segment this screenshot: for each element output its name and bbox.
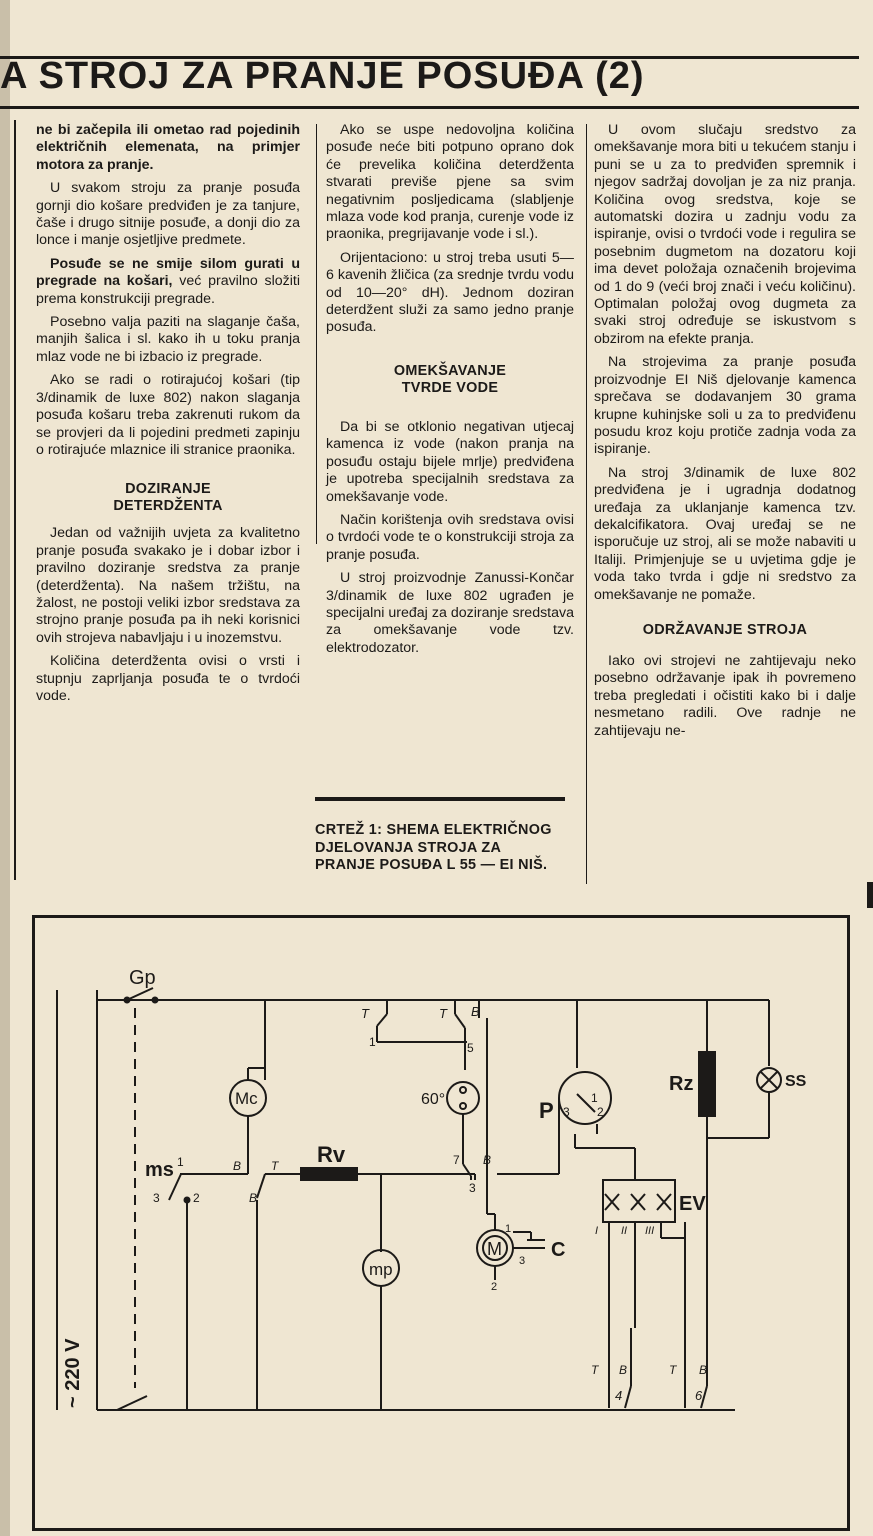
text-column-1: [36, 122, 300, 711]
paragraph: U svakom stroju za pranje posuđa gornji dio košare predviđen je za tanjure, čaše i drugo sitnije posuđe, a donji dio za lonce i manje osjetljive predmete.: [36, 180, 300, 249]
circuit-diagram: [35, 918, 841, 1522]
label-n1: 1: [177, 1155, 184, 1169]
label-b: B: [233, 1159, 242, 1173]
main-switch-contact: [127, 988, 153, 1000]
label-b: B: [699, 1363, 708, 1377]
label-t: T: [361, 1006, 369, 1021]
label-n7: 7: [453, 1153, 460, 1167]
label-t: T: [439, 1006, 447, 1021]
text-column-2: [326, 122, 574, 663]
article-headline: A STROJ ZA PRANJE POSUĐA (2): [0, 55, 645, 97]
section-heading: DOZIRANJE DETERDŽENTA: [113, 481, 223, 515]
label-mp: mp: [369, 1260, 393, 1279]
label-t: T: [669, 1363, 677, 1377]
switch-terminal: [125, 998, 130, 1003]
label-n4: 4: [615, 1388, 623, 1403]
column-divider: [586, 124, 587, 884]
paragraph: Na stroj 3/dinamik de luxe 802 predviđena je i ugradnja dodatnog uređaja za uklanjanje kamenca tzv. dekalcifikatora. Ovaj uređaj se ne isporučuje uz stroj, ali se može nabaviti u Italiji. Primjenjuje se u uvjetima gdje je voda tako tvrda i gdje ni sredstvo za omekšavanje ne pomaže.: [594, 464, 856, 603]
paragraph: ne bi začepila ili ometao rad pojedinih električnih elemenata, na primjer motora za pranje.: [36, 122, 300, 173]
label-n1: 1: [505, 1223, 512, 1235]
label-n2: 2: [491, 1281, 498, 1293]
label-voltage: ~ 220 V: [62, 1338, 84, 1408]
label-mc: Mc: [235, 1089, 258, 1108]
headline-bottom-rule: [0, 106, 859, 109]
label-60: 60°: [421, 1091, 446, 1108]
label-p: P: [539, 1098, 554, 1123]
wire: [625, 1386, 631, 1408]
label-m: M: [487, 1239, 502, 1259]
label-rv: Rv: [317, 1142, 346, 1167]
heater-rz: [699, 1052, 715, 1116]
label-c: C: [551, 1239, 566, 1261]
page-edge-tab: [867, 882, 873, 908]
label-t: T: [271, 1159, 279, 1173]
label-ev: EV: [679, 1193, 706, 1215]
label-ms: ms: [145, 1159, 174, 1181]
text-column-3: [594, 122, 856, 746]
figure-caption: CRTEŽ 1: SHEMA ELEKTRIČNOG DJELOVANJA STROJA ZA PRANJE POSUĐA L 55 — EI NIŠ.: [315, 822, 552, 873]
label-n1: 1: [369, 1035, 376, 1049]
timer-switch-contact: [257, 1174, 265, 1198]
caption-rule: [315, 797, 565, 801]
label-n2: 2: [597, 1105, 604, 1119]
wire: [377, 1014, 387, 1026]
thermostat-contact: [460, 1087, 466, 1093]
section-heading: ODRŽAVANJE STROJA: [642, 621, 808, 638]
paragraph: Jedan od važnijih uvjeta za kvalitetno pranje posuđa svakako je i dobar izbor i pravilno doziranje sredstva za pranje (deterdženta). Na našem tržištu, na žalost, ne postoji veliki izbor sredstava za strojno pranje posuđa pa ih neki korisnici ovih strojeva nabavljaju i u inozemstvu.: [36, 525, 300, 646]
column-divider: [316, 124, 317, 544]
label-ev2: II: [621, 1225, 628, 1237]
paragraph: Ako se uspe nedovoljna količina posuđe neće biti potpuno oprano dok će prevelika količina deterdženta stvarati previše pjene sa svim negativnim posljedicama (slabljenje mlaza vode kod pranja, curenje vode iz praonika, pregrijavanje vode i sl.).: [326, 122, 574, 243]
label-n2: 2: [193, 1191, 200, 1205]
section-heading: OMEKŠAVANJE TVRDE VODE: [393, 362, 507, 396]
wire: [455, 1014, 465, 1028]
label-n3: 3: [153, 1191, 160, 1205]
paragraph: Orijentaciono: u stroj treba usuti 5—6 kavenih žličica (za srednje tvrdu vodu od 10—20° dH). Jednom doziran deterdžent služi za samo jedno pranje posuđa.: [326, 249, 574, 336]
heater-resistor-rv: [301, 1168, 357, 1180]
switch-terminal: [153, 998, 158, 1003]
label-n5: 5: [467, 1041, 474, 1055]
label-n3: 3: [519, 1255, 526, 1267]
paragraph: Posebno valja paziti na slaganje čaša, manjih šalica i sl. kako ih u toku pranja mlaz vode ne bi izbacio iz pregrade.: [36, 314, 300, 365]
paragraph: Da bi se otklonio negativan utjecaj kamenca iz vode (nakon pranja na posuđu ostaju bijele mrlje) predviđena je upotreba specijalnih sredstava za omekšavanje vode.: [326, 418, 574, 505]
label-gp: Gp: [129, 967, 156, 989]
paragraph: Ako se radi o rotirajućoj košari (tip 3/dinamik de luxe 802) nakon slaganja posuđa košaru treba zakrenuti rukom da se provjeri da li pojedini predmeti zapinju o rotirajuće mlaznice ili stranice praonika.: [36, 372, 300, 458]
label-b: B: [619, 1363, 628, 1377]
label-t: T: [591, 1363, 599, 1377]
paragraph: Količina deterdženta ovisi o vrsti i stupnju zaprljanja posuđa te o tvrdoći vode.: [36, 653, 300, 704]
label-rz: Rz: [669, 1073, 694, 1095]
switch-terminal: [185, 1198, 190, 1203]
label-ev1: I: [595, 1225, 599, 1237]
paragraph: Posuđe se ne smije silom gurati u pregrade na košari, već pravilno složiti prema konstrukciji pregrade.: [36, 255, 300, 307]
label-b: B: [483, 1153, 492, 1167]
label-n3: 3: [563, 1105, 570, 1119]
label-b: B: [249, 1191, 258, 1205]
paragraph: Iako ovi strojevi ne zahtijevaju neko posebno održavanje ipak ih povremeno treba pregledati i očistiti kako bi i dalje nesmetano radili. Ove radnje ne zahtijevaju ne-: [594, 652, 856, 739]
label-n6: 6: [695, 1388, 703, 1403]
label-ev3: III: [645, 1225, 655, 1237]
paragraph: Način korištenja ovih sredstava ovisi o tvrdoći vode te o konstrukciji stroja za pranje posuđa.: [326, 511, 574, 563]
label-ss: SS: [785, 1073, 807, 1090]
thermostat-contact: [460, 1103, 466, 1109]
paragraph: Na strojevima za pranje posuđa proizvodnje EI Niš djelovanje kamenca sprečava se dodavanjem 30 grama krupne kuhinjske soli u za to predviđenu posudu kroz koju protiče zadnja voda za ispiranje.: [594, 354, 856, 458]
label-b: B: [471, 1004, 480, 1019]
paragraph: U ovom slučaju sredstvo za omekšavanje mora biti u tekućem stanju i puni se u za to predviđen spremnik i njegov sadržaj dovoljan je za niz pranja. Količina ovog sredstva, koje se automatski dozira u zadnju vodu za ispiranje, ovisi o tvrdoći vode i regulira se posebnim dugmetom na dozatoru koji ima devet položaja označenih brojevima od 1 do 9 (veći broj znači i veću količinu). Optimalan položaj ovog dugmeta za svaki stroj određuje se iskustvom s obzirom na efekte pranja.: [594, 122, 856, 347]
paragraph: U stroj proizvodnje Zanussi-Končar 3/dinamik de luxe 802 ugrađen je specijalni uređaj za doziranje sredstava za omekšavanje vode tzv. elektrodozator.: [326, 570, 574, 656]
label-n1: 1: [591, 1091, 598, 1105]
previous-page-strip: [0, 120, 16, 880]
bottom-switch-contact: [117, 1396, 147, 1410]
label-n3: 3: [469, 1181, 476, 1195]
